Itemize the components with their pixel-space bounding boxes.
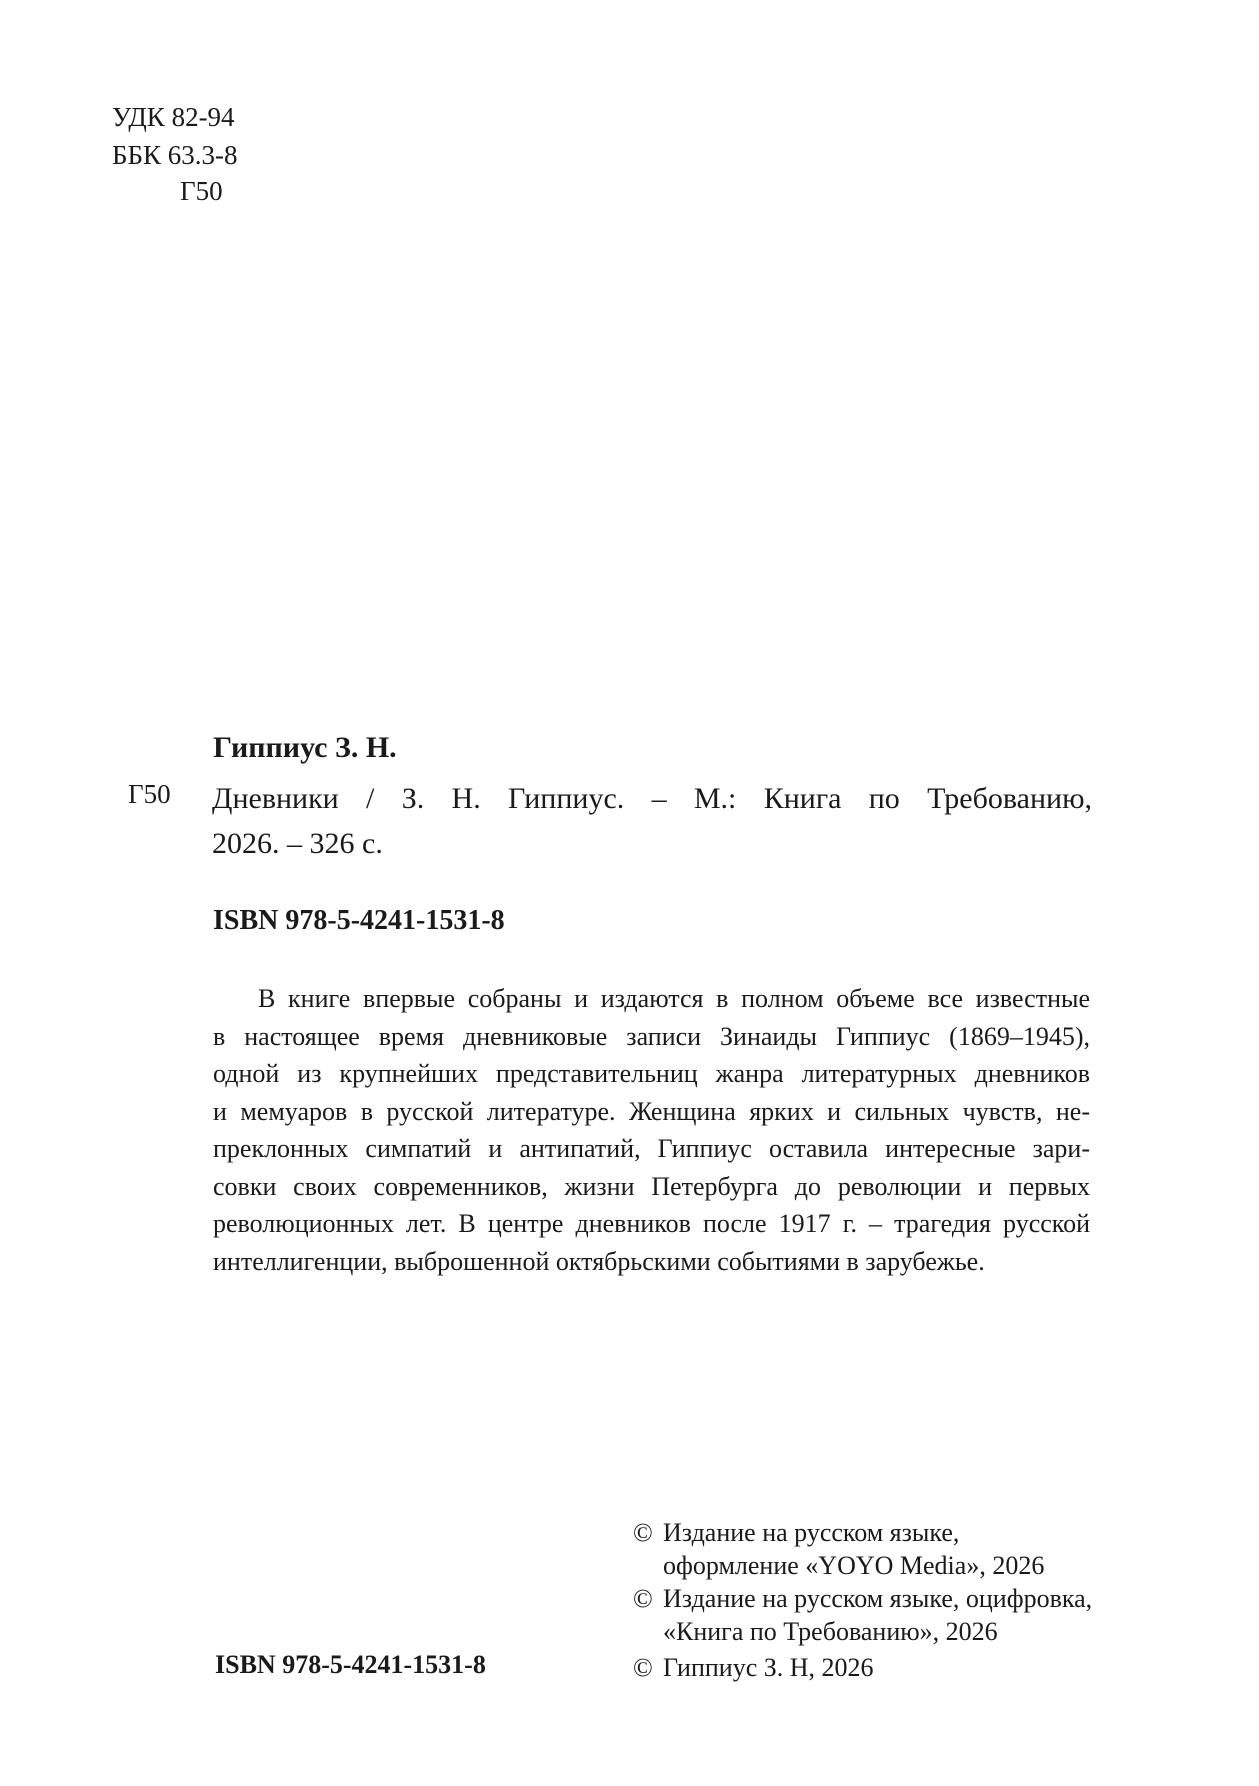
annotation-line: совки своих современников, жизни Петербурга до революции и первых: [213, 1171, 1090, 1201]
annotation: [213, 980, 1090, 1280]
isbn-main: ISBN 978-5-4241-1531-8: [213, 905, 505, 936]
annotation-line: В книге впервые собраны и издаются в полном объеме все известные: [258, 984, 1090, 1013]
author-heading: Гиппиус З. Н.: [213, 731, 397, 764]
annotation-line: революционных лет. В центре дневников после 1917 г. – трагедия русской: [213, 1209, 1090, 1238]
copyright-text: Издание на русском языке,: [663, 1518, 960, 1547]
copyright-icon: ©: [633, 1518, 653, 1547]
annotation-line: и мемуаров в русской литературе. Женщина ярких и сильных чувств, не-: [213, 1096, 1090, 1126]
annotation-line: одной из крупнейших представительниц жанра литературных дневников: [213, 1059, 1090, 1088]
annotation-line: в настоящее время дневниковые записи Зинаиды Гиппиус (1869–1945),: [213, 1021, 1090, 1051]
author-mark-side: Г50: [128, 779, 171, 809]
bibliographic-record-line1: Дневники / З. Н. Гиппиус. – М.: Книга по Требованию,: [212, 782, 1092, 815]
bbk-code: ББК 63.3-8: [112, 140, 238, 170]
copyright-icon: ©: [633, 1584, 653, 1613]
bibliographic-record-line2: 2026. – 326 с.: [212, 827, 383, 860]
copyright-text: Издание на русском языке, оцифровка,: [663, 1584, 1093, 1613]
author-mark: Г50: [180, 176, 223, 206]
annotation-line: преклонных симпатий и антипатий, Гиппиус оставила интересные зари-: [213, 1134, 1090, 1163]
copyright-text: «Книга по Требованию», 2026: [663, 1617, 998, 1646]
copyright-text: оформление «YOYO Media», 2026: [663, 1551, 1045, 1580]
udk-code: УДК 82-94: [112, 102, 235, 132]
copyright-icon: ©: [633, 1653, 653, 1682]
copyright-text: Гиппиус З. Н, 2026: [663, 1653, 874, 1682]
isbn-footer: ISBN 978-5-4241-1531-8: [215, 1650, 486, 1679]
annotation-line: интеллигенции, выброшенной октябрьскими событиями в зарубежье.: [213, 1246, 985, 1276]
